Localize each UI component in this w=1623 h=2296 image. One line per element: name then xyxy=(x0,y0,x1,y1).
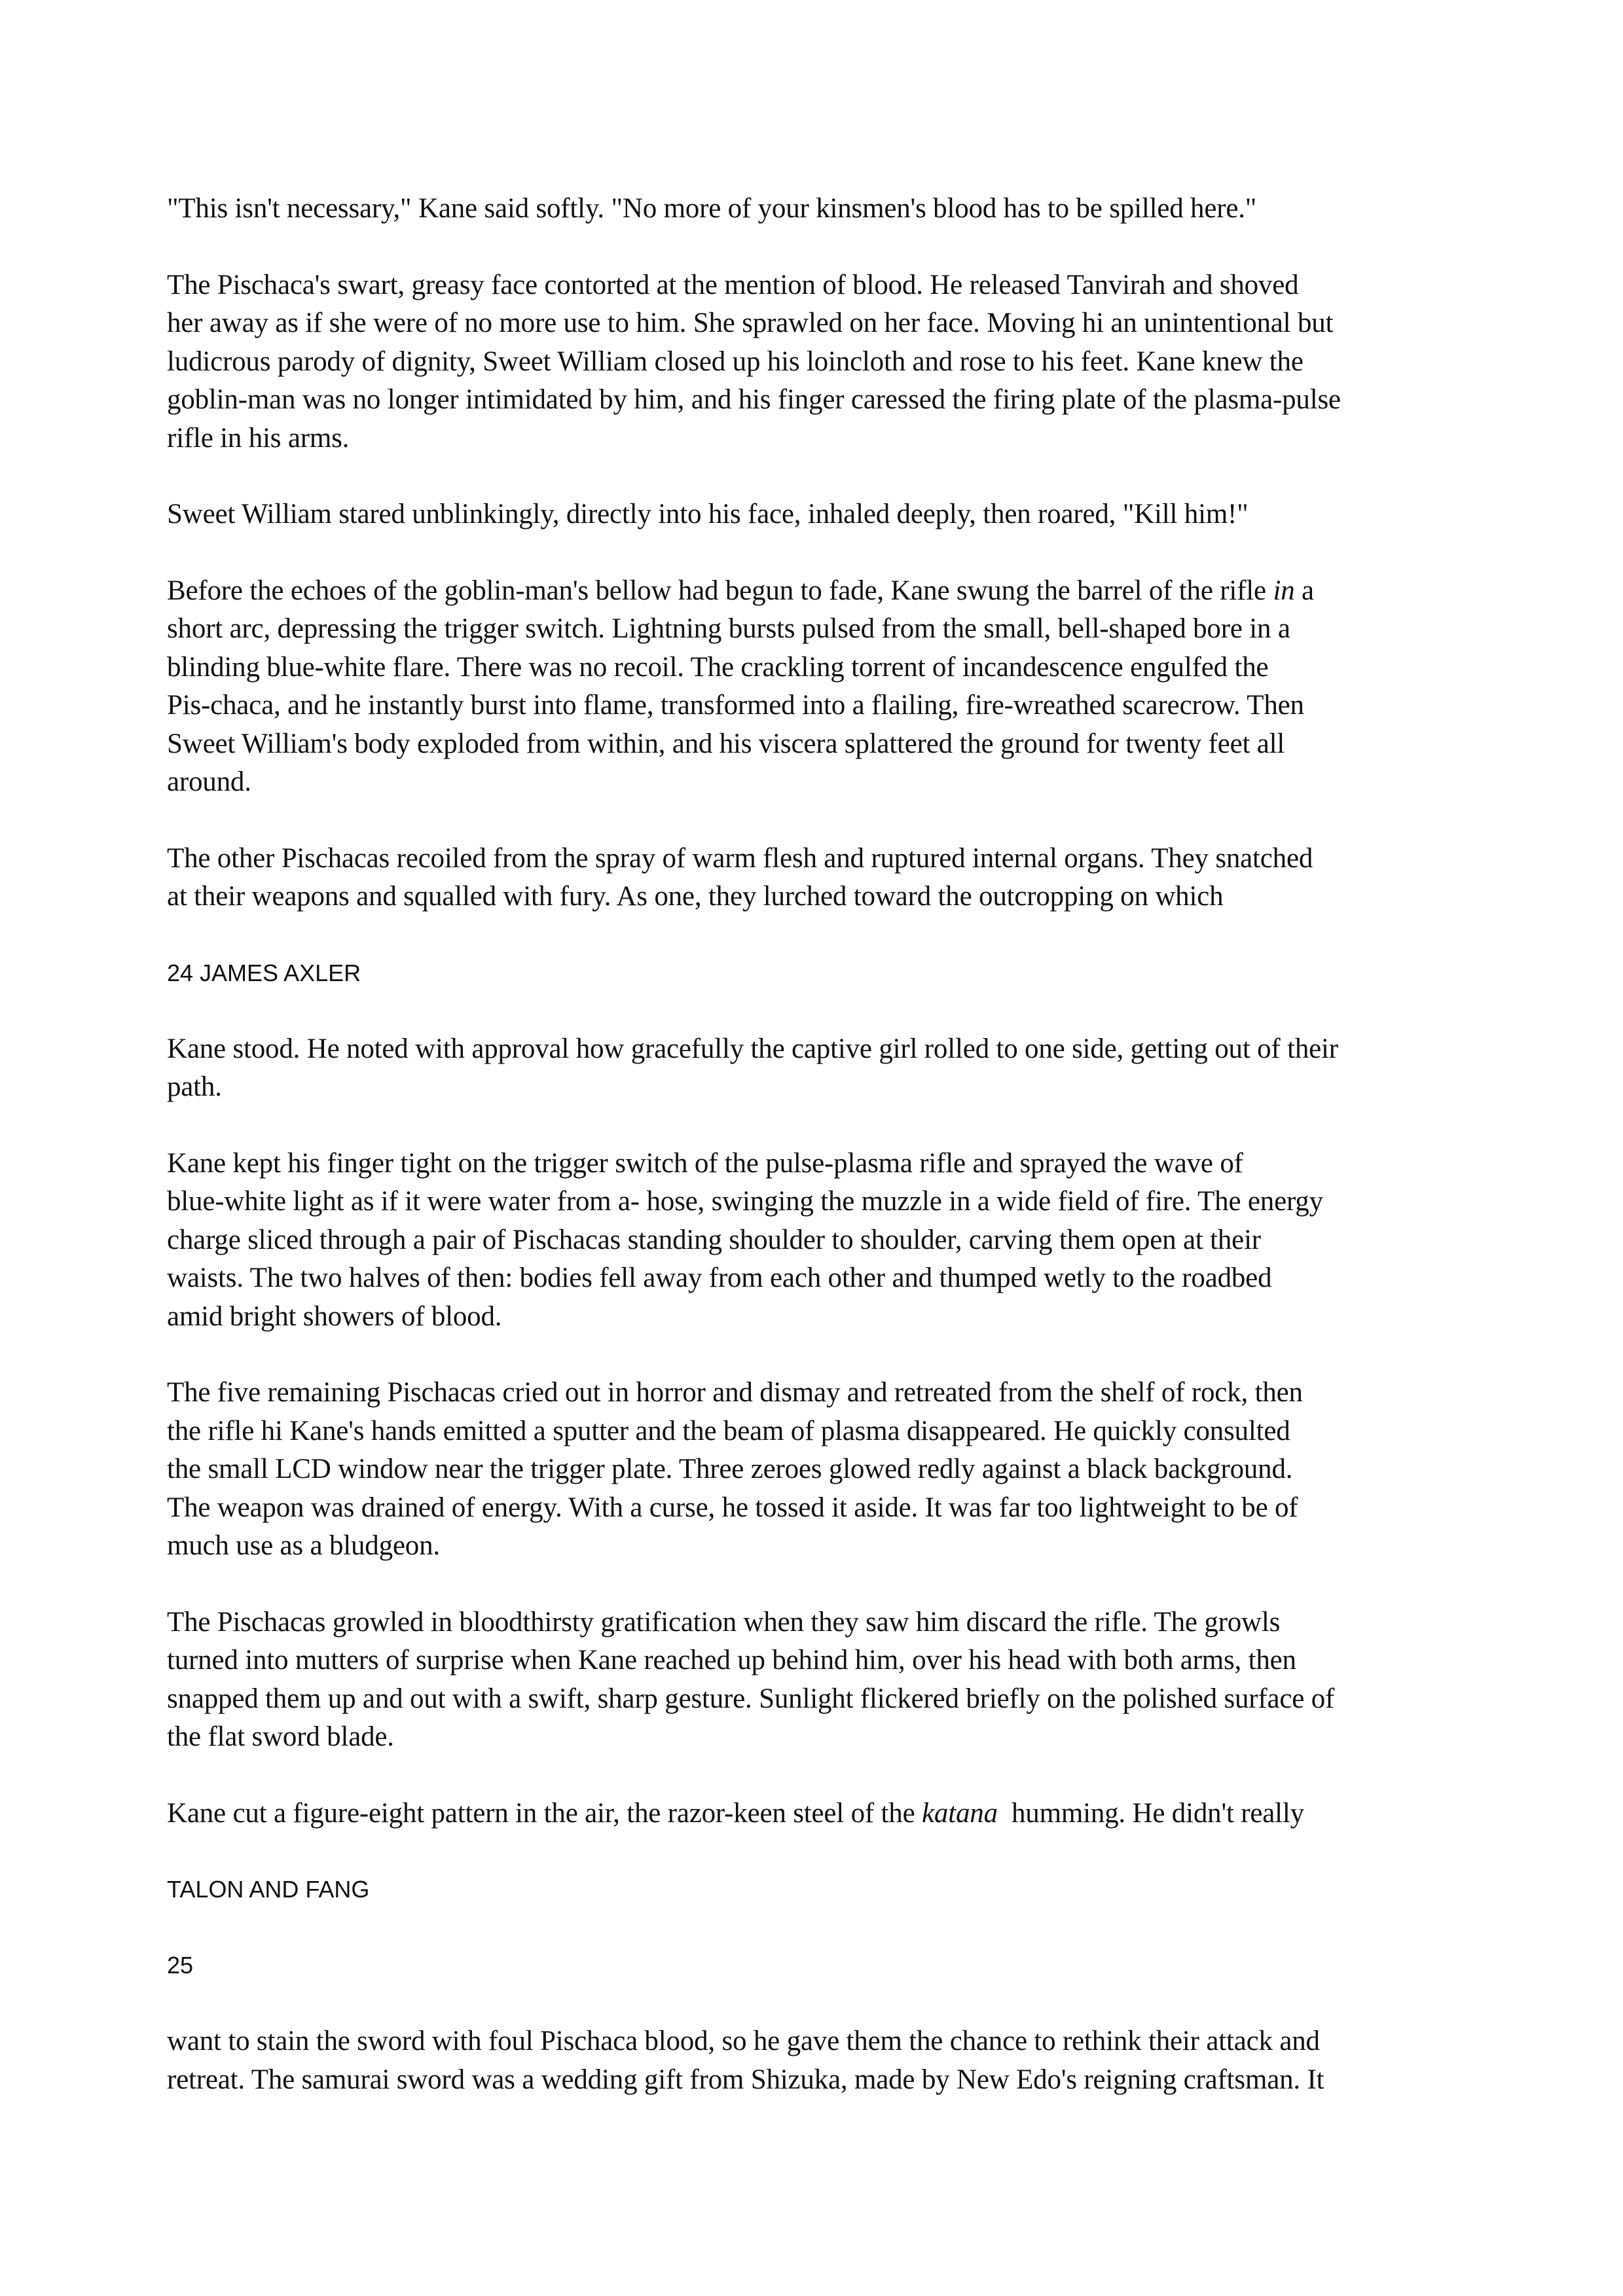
text-run: Before the echoes of the goblin-man's bellow had begun to fade, Kane swung the barrel of the rifle xyxy=(167,575,1273,606)
text-line: Sweet William's body exploded from within, and his viscera splattered the ground for twenty feet all xyxy=(167,728,1285,759)
paragraph-9 xyxy=(167,1604,1470,1757)
text-line: blinding blue-white flare. There was no recoil. The crackling torrent of incandescence engulfed the xyxy=(167,651,1269,683)
paragraph-6 xyxy=(167,1030,1470,1107)
text-column xyxy=(167,190,1470,2137)
italic-word: in xyxy=(1273,575,1295,606)
text-line: much use as a bludgeon. xyxy=(167,1530,440,1561)
text-line: turned into mutters of surprise when Kane reached up behind him, over his head with both arms, then xyxy=(167,1645,1296,1676)
text-run: a xyxy=(1294,575,1314,606)
paragraph-1 xyxy=(167,190,1470,228)
text-line: snapped them up and out with a swift, sharp gesture. Sunlight flickered briefly on the polished surface of xyxy=(167,1683,1335,1714)
text-line: The other Pischacas recoiled from the spray of warm flesh and ruptured internal organs. They snatched xyxy=(167,842,1313,874)
text-line: The five remaining Pischacas cried out in horror and dismay and retreated from the shelf of rock, then xyxy=(167,1377,1303,1408)
paragraph-4 xyxy=(167,572,1470,802)
text-line: The weapon was drained of energy. With a curse, he tossed it aside. It was far too lightweight to be of xyxy=(167,1492,1298,1523)
text-line: The Pischaca's swart, greasy face contorted at the mention of blood. He released Tanvirah and shoved xyxy=(167,269,1299,300)
page-number: 25 xyxy=(167,1952,194,1979)
text-line xyxy=(167,1795,1470,1833)
text-line: at their weapons and squalled with fury. As one, they lurched toward the outcropping on which xyxy=(167,881,1224,912)
text-line: the flat sword blade. xyxy=(167,1721,394,1752)
text-run: humming. He didn't really xyxy=(997,1797,1304,1829)
paragraph-8 xyxy=(167,1374,1470,1566)
paragraph-3 xyxy=(167,495,1470,534)
paragraph-7 xyxy=(167,1145,1470,1336)
text-line: path. xyxy=(167,1071,222,1102)
text-line: Sweet William stared unblinkingly, directly into his face, inhaled deeply, then roared, "Kill him!" xyxy=(167,499,1249,529)
text-run: Kane cut a figure-eight pattern in the air, the razor-keen steel of the xyxy=(167,1797,922,1829)
paragraph-10 xyxy=(167,1795,1470,1833)
text-line: goblin-man was no longer intimidated by him, and his finger caressed the firing plate of the plasma-pulse xyxy=(167,384,1341,415)
text-line: retreat. The samurai sword was a wedding gift from Shizuka, made by New Edo's reigning craftsman. It xyxy=(167,2064,1324,2095)
text-line: amid bright showers of blood. xyxy=(167,1300,502,1332)
italic-word: katana xyxy=(922,1797,998,1829)
text-line: Kane stood. He noted with approval how gracefully the captive girl rolled to one side, getting out of their xyxy=(167,1033,1338,1064)
text-line: the rifle hi Kane's hands emitted a sputter and the beam of plasma disappeared. He quickly consulted xyxy=(167,1415,1290,1446)
text-line: blue-white light as if it were water from a- hose, swinging the muzzle in a wide field of fire. The energy xyxy=(167,1186,1323,1217)
paragraph-2 xyxy=(167,266,1470,458)
text-line: waists. The two halves of then: bodies fell away from each other and thumped wetly to the roadbed xyxy=(167,1263,1272,1293)
text-line: want to stain the sword with foul Pischaca blood, so he gave them the chance to rethink their attack and xyxy=(167,2026,1320,2056)
paragraph-11 xyxy=(167,2022,1470,2099)
text-line: rifle in his arms. xyxy=(167,422,350,454)
text-line: short arc, depressing the trigger switch. Lightning bursts pulsed from the small, bell-shaped bore in a xyxy=(167,613,1290,644)
text-line: Pis-chaca, and he instantly burst into flame, transformed into a flailing, fire-wreathed scarecrow. Then xyxy=(167,690,1304,721)
running-head-right: TALON AND FANG xyxy=(167,1876,370,1903)
text-line: charge sliced through a pair of Pischacas standing shoulder to shoulder, carving them open at their xyxy=(167,1224,1261,1255)
text-line: around. xyxy=(167,766,251,797)
text-line xyxy=(167,572,1470,611)
running-head-left: 24 JAMES AXLER xyxy=(167,959,361,986)
text-line: The Pischacas growled in bloodthirsty gratification when they saw him discard the rifle. The growls xyxy=(167,1606,1281,1638)
text-line: ludicrous parody of dignity, Sweet William closed up his loincloth and rose to his feet. Kane knew the xyxy=(167,346,1304,377)
text-line: Kane kept his finger tight on the trigger switch of the pulse-plasma rifle and sprayed the wave of xyxy=(167,1147,1243,1179)
text-line: her away as if she were of no more use to him. She sprawled on her face. Moving hi an unintentional but xyxy=(167,308,1334,338)
paragraph-5 xyxy=(167,840,1470,916)
text-line: "This isn't necessary," Kane said softly. "No more of your kinsmen's blood has to be spilled here." xyxy=(167,193,1257,224)
text-line: the small LCD window near the trigger plate. Three zeroes glowed redly against a black background. xyxy=(167,1454,1293,1484)
